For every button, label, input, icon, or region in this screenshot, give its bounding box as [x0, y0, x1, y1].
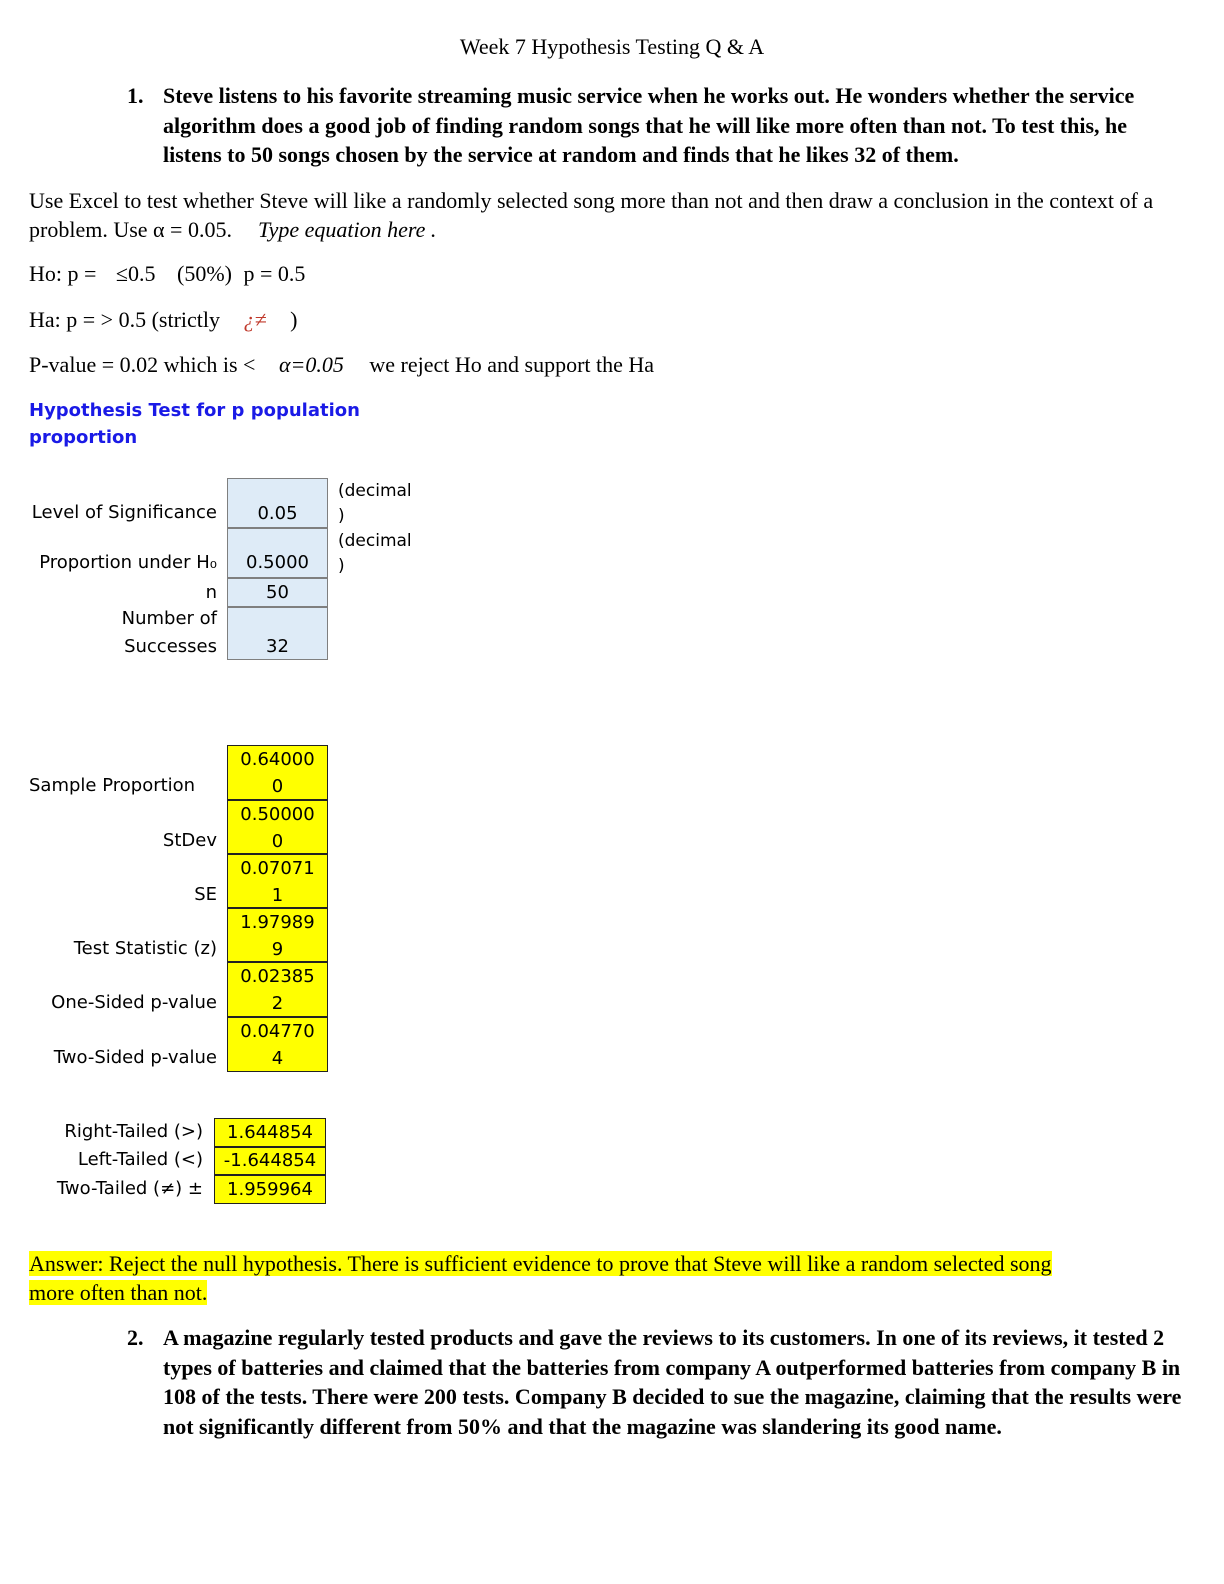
- proportion-under-ho-value: 0.5000: [246, 552, 309, 573]
- n-cell[interactable]: [227, 578, 328, 607]
- question-1: [127, 81, 1183, 170]
- one-sided-pvalue-value-2: 2: [271, 993, 284, 1014]
- ha-close: ): [290, 307, 298, 332]
- sample-proportion-cell[interactable]: [227, 745, 328, 800]
- n-label: n: [205, 582, 217, 603]
- left-tailed-label: Left-Tailed (<): [77, 1149, 203, 1170]
- level-of-significance-label: Level of Significance: [31, 502, 217, 523]
- level-of-significance-cell[interactable]: [227, 478, 328, 528]
- ha-prefix: Ha: p = > 0.5 (strictly: [29, 307, 221, 332]
- two-tailed-label: Two-Tailed (≠) ±: [56, 1178, 203, 1199]
- level-of-significance-value: 0.05: [257, 503, 298, 524]
- left-tailed-value: -1.644854: [223, 1150, 317, 1171]
- proportion-under-ho-cell[interactable]: [227, 528, 328, 578]
- pvalue-statement: [29, 352, 654, 378]
- successes-value: 32: [266, 636, 289, 657]
- successes-label-2: Successes: [124, 636, 217, 657]
- se-value-2: 1: [271, 885, 284, 906]
- one-sided-pvalue-value-1: 0.02385: [240, 966, 315, 987]
- two-tailed-value: 1.959964: [227, 1179, 313, 1200]
- se-label: SE: [194, 884, 217, 905]
- se-value-1: 0.07071: [240, 858, 315, 879]
- two-sided-pvalue-cell[interactable]: [227, 1017, 328, 1072]
- two-sided-pvalue-value-2: 4: [271, 1048, 284, 1069]
- proportion-under-ho-label: Proportion under H₀: [39, 552, 217, 573]
- left-tailed-cell[interactable]: [214, 1147, 326, 1175]
- one-sided-pvalue-cell[interactable]: [227, 962, 328, 1017]
- test-statistic-value-2: 9: [271, 939, 284, 960]
- decimal-note-1-line-2: ): [338, 506, 345, 526]
- decimal-note-2-line-2: ): [338, 556, 345, 576]
- question-1-number: 1.: [127, 83, 144, 108]
- sample-proportion-value-1: 0.64000: [240, 749, 315, 770]
- test-statistic-value-1: 1.97989: [240, 912, 315, 933]
- question-2: [127, 1323, 1183, 1441]
- decimal-note-2: [338, 529, 412, 579]
- successes-cell[interactable]: [227, 607, 328, 660]
- instructions-paragraph: [29, 186, 1179, 244]
- right-tailed-cell[interactable]: [214, 1118, 326, 1147]
- excel-heading: [29, 397, 360, 451]
- sample-proportion-label: Sample Proportion: [29, 775, 196, 796]
- stdev-label: StDev: [162, 830, 217, 851]
- ha-symbol: ¿≠: [243, 307, 267, 332]
- pvalue-text: P-value = 0.02 which is <: [29, 352, 256, 377]
- alpha-value: α=0.05: [278, 352, 344, 377]
- decimal-note-1: [338, 479, 412, 529]
- two-sided-pvalue-value-1: 0.04770: [240, 1021, 315, 1042]
- se-cell[interactable]: [227, 854, 328, 908]
- alternative-hypothesis: [29, 307, 297, 333]
- n-value: 50: [266, 582, 289, 603]
- one-sided-pvalue-label: One-Sided p-value: [51, 992, 217, 1013]
- answer-line-2: more often than not.: [29, 1280, 208, 1305]
- two-tailed-cell[interactable]: [214, 1175, 326, 1204]
- decimal-note-2-line-1: (decimal: [338, 531, 412, 551]
- stdev-value-1: 0.50000: [240, 804, 315, 825]
- page-title: Week 7 Hypothesis Testing Q & A: [459, 34, 765, 59]
- question-1-text: Steve listens to his favorite streaming music service when he works out. He wonders whether the service algorithm does a good job of finding random songs that he will like more often than not. To test this, he listens to 50 songs chosen by the service at random and finds that he likes 32 of them.: [163, 83, 1135, 167]
- ho-prefix: Ho: p =: [29, 261, 97, 286]
- successes-label-1: Number of: [121, 608, 217, 629]
- instructions-text: Use Excel to test whether Steve will like a randomly selected song more than not and then draw a conclusion in the context of a problem. Use α = 0.05.: [29, 188, 1154, 242]
- pvalue-conclusion: we reject Ho and support the Ha: [369, 352, 655, 377]
- right-tailed-value: 1.644854: [227, 1122, 313, 1143]
- null-hypothesis: [29, 261, 305, 287]
- equation-placeholder[interactable]: Type equation here .: [257, 217, 437, 242]
- excel-heading-line-1: Hypothesis Test for p population: [29, 400, 360, 421]
- question-2-text: A magazine regularly tested products and gave the reviews to its customers. In one of its reviews, it tested 2 types of batteries and claimed that the batteries from company A outperformed batteries from company B in 108 of the tests. There were 200 tests. Company B decided to sue the magazine, claiming that the results were not significantly different from 50% and that the magazine was slandering its good name.: [163, 1325, 1182, 1439]
- answer-block: [29, 1249, 1209, 1307]
- ho-value: ≤0.5: [115, 261, 156, 286]
- sample-proportion-value-2: 0: [271, 776, 284, 797]
- decimal-note-1-line-1: (decimal: [338, 481, 412, 501]
- two-sided-pvalue-label: Two-Sided p-value: [53, 1047, 217, 1068]
- answer-line-1: Answer: Reject the null hypothesis. There is sufficient evidence to prove that Steve will like a random selected song: [29, 1251, 1052, 1276]
- ho-equation: p = 0.5: [243, 261, 306, 286]
- test-statistic-label: Test Statistic (z): [73, 938, 217, 959]
- stdev-cell[interactable]: [227, 800, 328, 854]
- right-tailed-label: Right-Tailed (>): [64, 1121, 203, 1142]
- test-statistic-cell[interactable]: [227, 908, 328, 962]
- stdev-value-2: 0: [271, 831, 284, 852]
- question-2-number: 2.: [127, 1325, 144, 1350]
- excel-heading-line-2: proportion: [29, 427, 138, 448]
- ho-percent: (50%): [177, 261, 232, 286]
